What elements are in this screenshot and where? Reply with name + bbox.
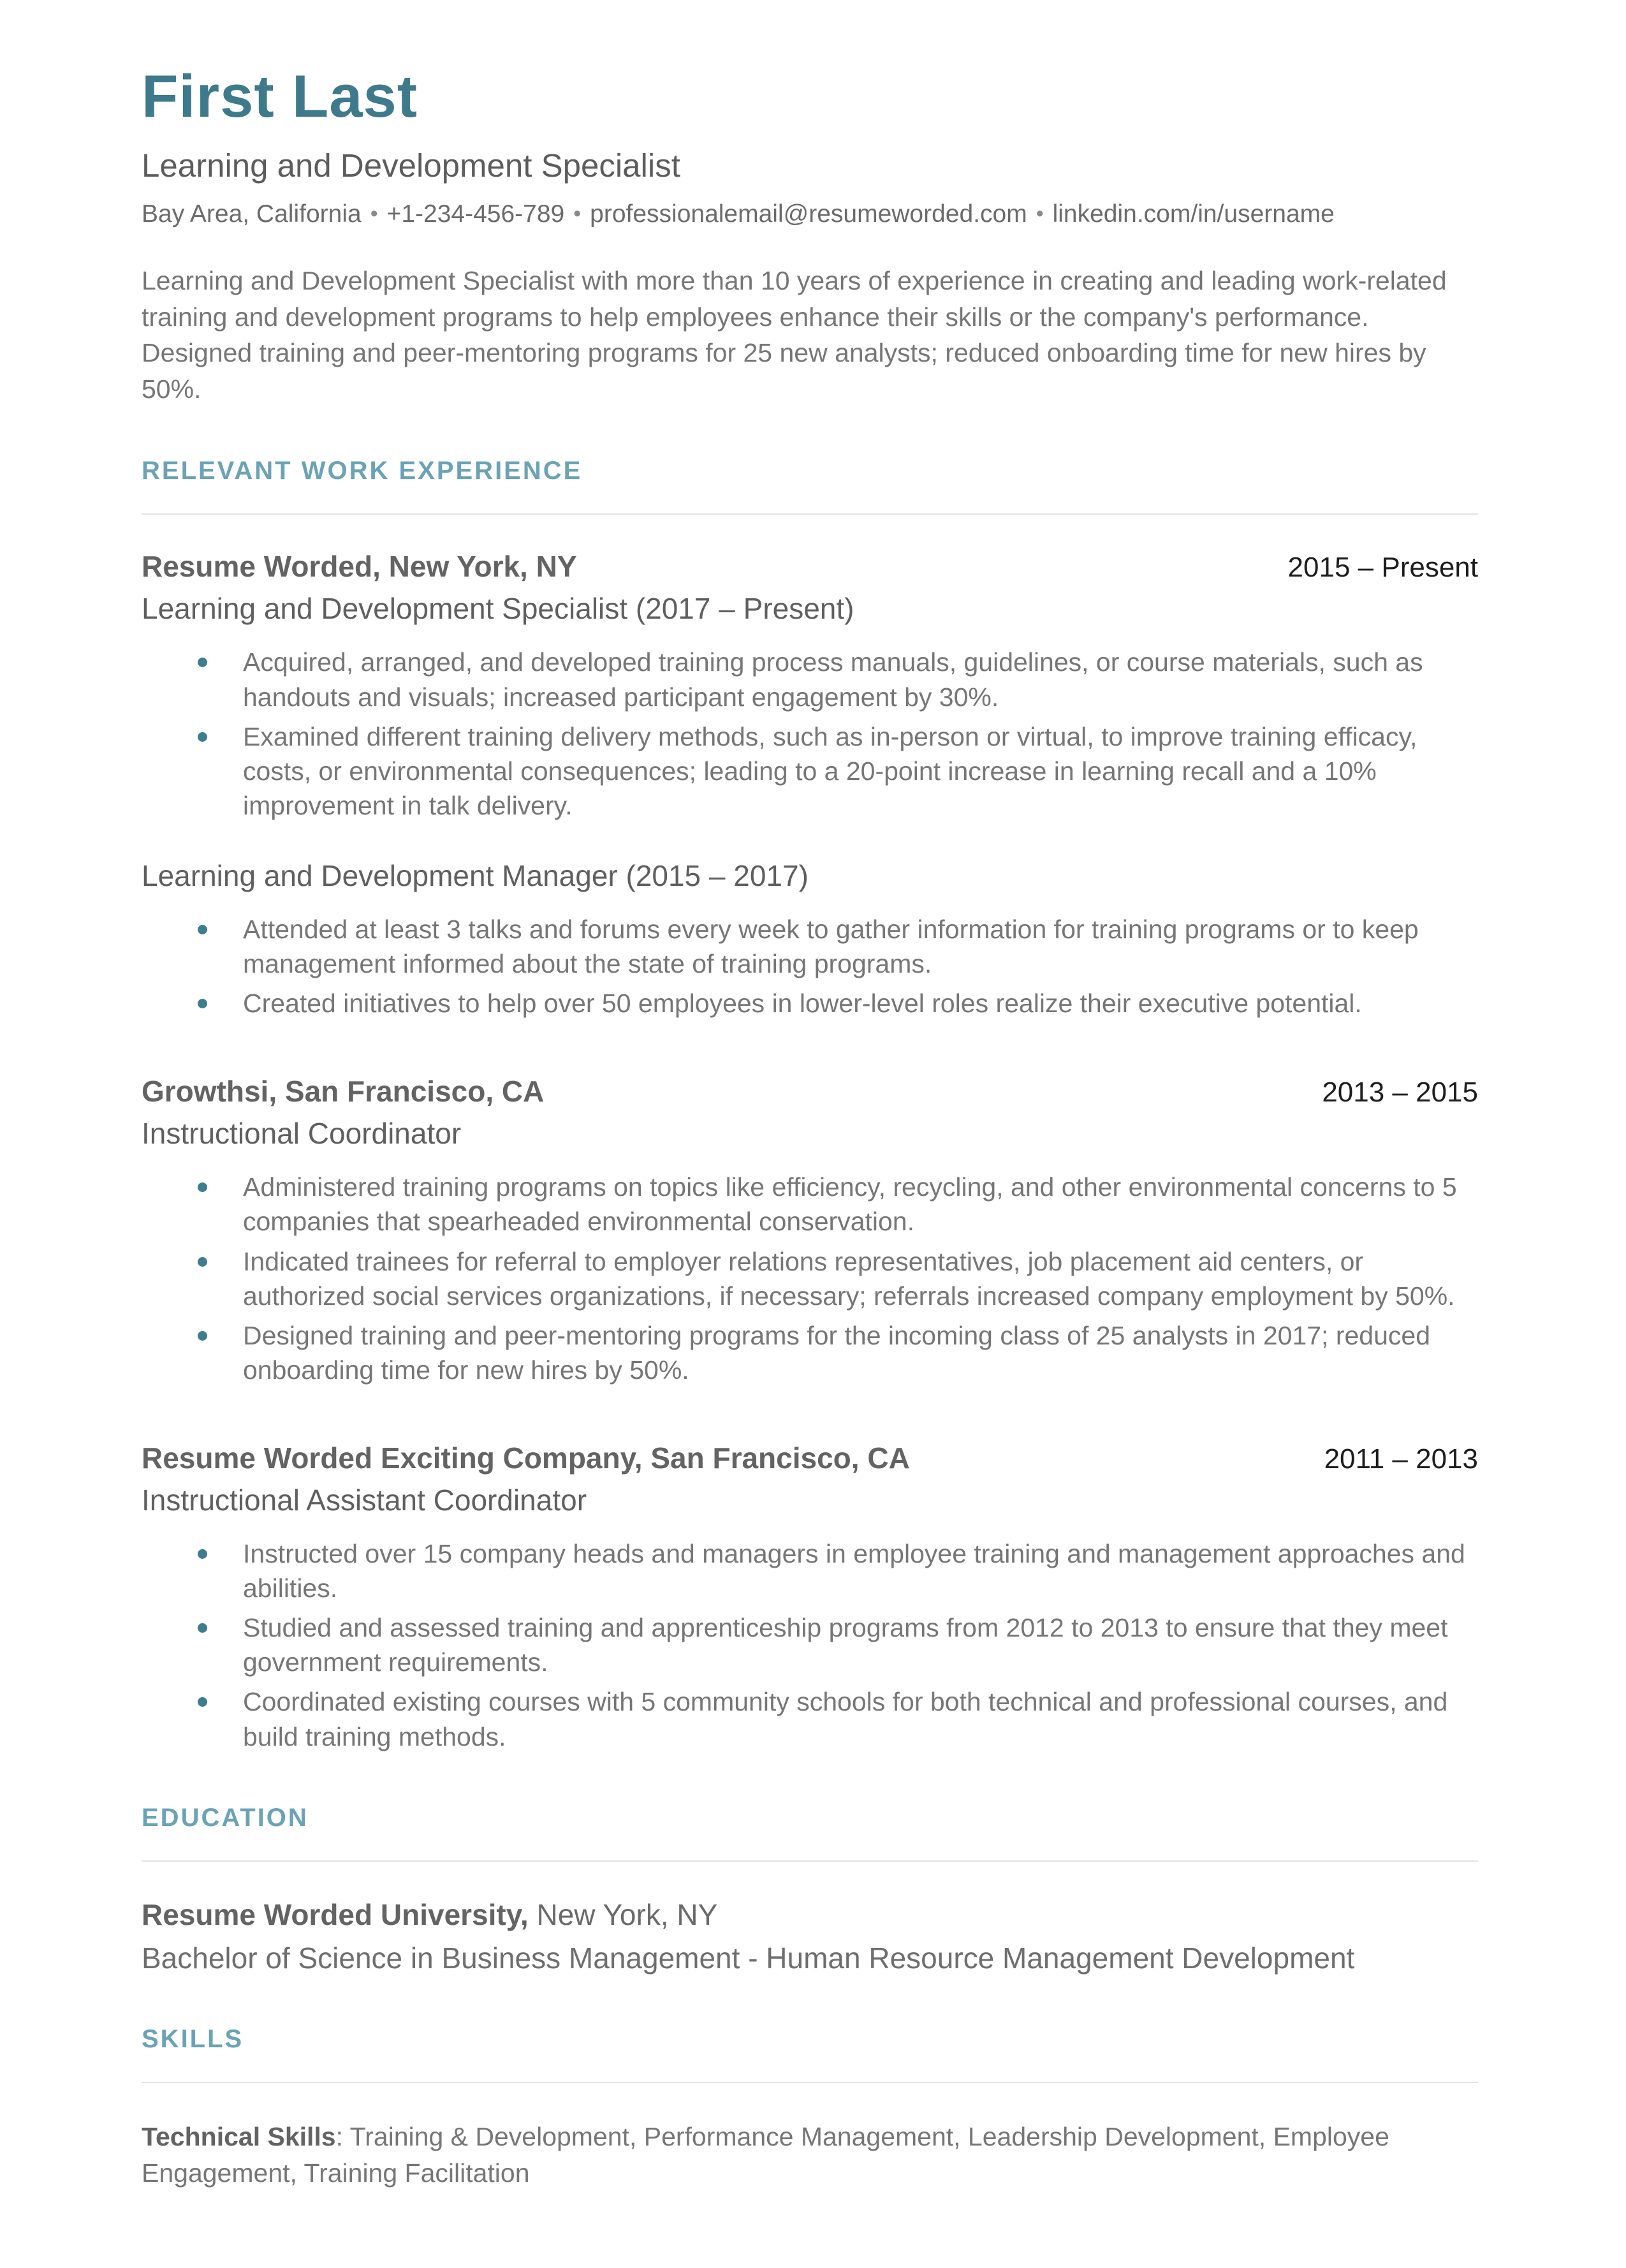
- section-skills: [142, 2025, 1478, 2192]
- company-name: Resume Worded Exciting Company, San Francisco, CA: [142, 1441, 910, 1475]
- role-block: [142, 1483, 1478, 1754]
- skills-items: : Training & Development, Performance Management, Leadership Development, Employee Engagement, Training Facilitation: [142, 2121, 1389, 2188]
- bullet-text: Attended at least 3 talks and forums every week to gather information for training programs or to keep management informed about the state of training programs.: [243, 914, 1419, 979]
- bullet-list: [142, 645, 1478, 823]
- role-title: Instructional Assistant Coordinator: [142, 1483, 587, 1517]
- bullet-item: [142, 645, 1478, 714]
- bullet-text: Examined different training delivery methods, such as in-person or virtual, to improve training efficacy, costs, or environmental consequences; leading to a 20-point increase in learning recall and a 10% improvement in talk delivery.: [243, 721, 1417, 820]
- bullet-item: [142, 1318, 1478, 1387]
- role-title: Learning and Development Specialist (2017 – Present): [142, 592, 854, 626]
- bullet-item: [142, 719, 1478, 823]
- company-block: [142, 1074, 1478, 1387]
- bullet-text: Administered training programs on topics like efficiency, recycling, and other environmental concerns to 5 companies that spearheaded environmental conservation.: [243, 1172, 1457, 1237]
- bullet-dot-icon: [198, 732, 207, 742]
- bullet-text: Studied and assessed training and apprenticeship programs from 2012 to 2013 to ensure that they meet government requirements.: [243, 1613, 1448, 1677]
- bullet-item: [142, 1536, 1478, 1605]
- bullet-dot-icon: [198, 1257, 207, 1267]
- bullet-list: [142, 1170, 1478, 1387]
- contact-line: [142, 200, 1478, 230]
- skills-line: [142, 2119, 1478, 2192]
- company-dates: 2015 – Present: [1287, 552, 1478, 584]
- bullet-dot-icon: [198, 1623, 207, 1633]
- education-school-name: Resume Worded University,: [142, 1897, 529, 1931]
- bullet-dot-icon: [198, 1697, 207, 1707]
- contact-phone: +1-234-456-789: [386, 200, 565, 228]
- contact-separator: •: [370, 202, 378, 226]
- bullet-text: Instructed over 15 company heads and managers in employee training and management approaches and abilities.: [243, 1538, 1465, 1603]
- work-experience-heading: RELEVANT WORK EXPERIENCE: [142, 457, 583, 485]
- section-education: [142, 1804, 1478, 1975]
- company-block: [142, 549, 1478, 1020]
- bullet-dot-icon: [198, 999, 207, 1008]
- bullet-item: [142, 1244, 1478, 1313]
- bullet-text: Designed training and peer-mentoring programs for the incoming class of 25 analysts in 2017; reduced onboarding time for new hires by 50%.: [243, 1320, 1430, 1385]
- company-name: Growthsi, San Francisco, CA: [142, 1075, 545, 1108]
- contact-email: professionalemail@resumeworded.com: [590, 200, 1027, 228]
- bullet-dot-icon: [198, 1182, 207, 1192]
- company-dates: 2013 – 2015: [1322, 1077, 1478, 1108]
- education-school-line: [142, 1897, 1478, 1932]
- section-divider: [142, 2082, 1478, 2083]
- contact-location: Bay Area, California: [142, 200, 362, 228]
- education-heading: EDUCATION: [142, 1803, 309, 1832]
- bullet-dot-icon: [198, 1549, 207, 1559]
- skills-heading: SKILLS: [142, 2024, 244, 2053]
- section-work-experience: [142, 457, 1478, 1753]
- bullet-item: [142, 1610, 1478, 1679]
- contact-separator: •: [1036, 202, 1044, 226]
- contact-separator: •: [573, 202, 582, 226]
- bullet-dot-icon: [198, 1331, 207, 1341]
- company-row: [142, 549, 1478, 584]
- company-block: [142, 1441, 1478, 1754]
- company-row: [142, 1441, 1478, 1475]
- company-dates: 2011 – 2013: [1324, 1443, 1478, 1475]
- bullet-text: Indicated trainees for referral to employer relations representatives, job placement aid centers, or authorized social services organizations, if necessary; referrals increased company employment by 50%.: [243, 1246, 1455, 1311]
- bullet-list: [142, 912, 1478, 1020]
- summary-paragraph: Learning and Development Specialist with more than 10 years of experience in creating and leading work-related training and development programs to help employees enhance their skills or the company's performance. Designed training and peer-mentoring programs for 25 new analysts; reduced onboarding time for new hires by 50%.: [142, 266, 1447, 404]
- role-block: [142, 858, 1478, 1020]
- person-job-title: Learning and Development Specialist: [142, 147, 680, 184]
- bullet-text: Created initiatives to help over 50 employees in lower-level roles realize their executive potential.: [243, 989, 1362, 1019]
- bullet-item: [142, 912, 1478, 981]
- role-title: Learning and Development Manager (2015 – 2017): [142, 858, 809, 892]
- person-name: First Last: [142, 63, 418, 129]
- bullet-item: [142, 1170, 1478, 1239]
- bullet-dot-icon: [198, 658, 207, 667]
- bullet-text: Coordinated existing courses with 5 community schools for both technical and professional courses, and build training methods.: [243, 1687, 1448, 1751]
- contact-linkedin: linkedin.com/in/username: [1052, 200, 1335, 228]
- role-block: [142, 1116, 1478, 1387]
- role-title: Instructional Coordinator: [142, 1117, 462, 1151]
- education-degree: Bachelor of Science in Business Management - Human Resource Management Development: [142, 1941, 1355, 1975]
- section-divider: [142, 1860, 1478, 1862]
- section-divider: [142, 513, 1478, 515]
- bullet-item: [142, 1684, 1478, 1753]
- role-block: [142, 591, 1478, 823]
- resume-header: [142, 65, 1478, 407]
- bullet-dot-icon: [198, 925, 207, 934]
- bullet-list: [142, 1536, 1478, 1754]
- skills-label: Technical Skills: [142, 2121, 336, 2151]
- bullet-text: Acquired, arranged, and developed training process manuals, guidelines, or course materials, such as handouts and visuals; increased participant engagement by 30%.: [243, 647, 1423, 712]
- education-school-location: New York, NY: [528, 1897, 718, 1931]
- company-row: [142, 1074, 1478, 1108]
- bullet-item: [142, 986, 1478, 1020]
- company-name: Resume Worded, New York, NY: [142, 550, 577, 584]
